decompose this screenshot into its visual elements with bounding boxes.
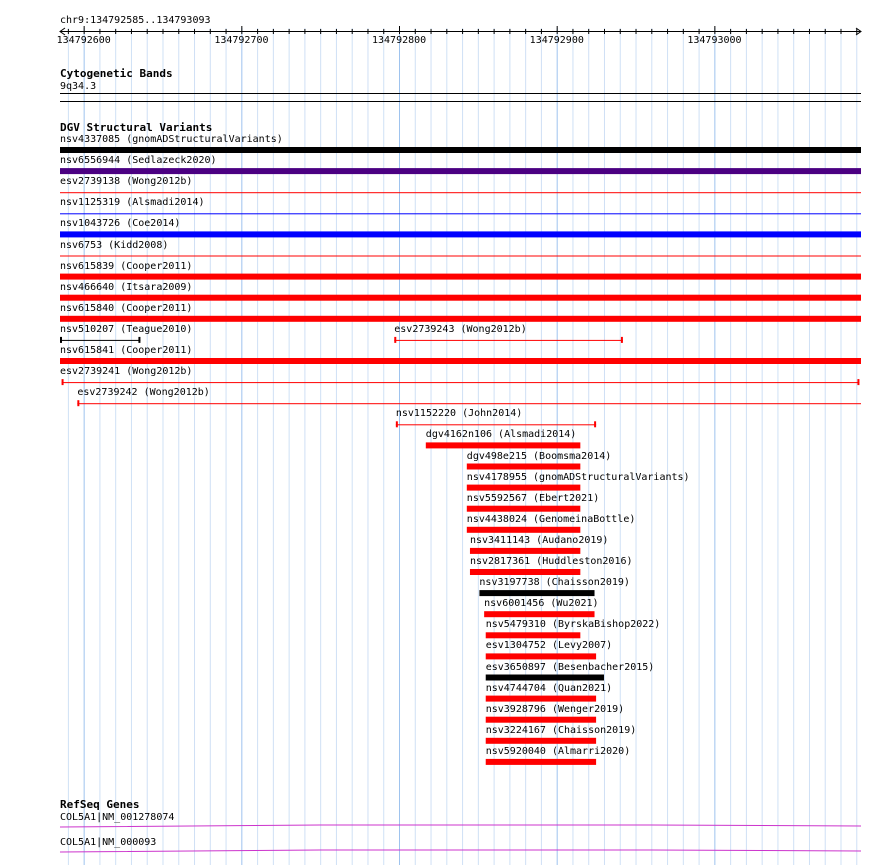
dgv-track-title[interactable]: DGV Structural Variants (60, 121, 213, 134)
dgv-variant-start-mark (62, 379, 64, 385)
dgv-variant-label[interactable]: nsv5479310 (ByrskaBishop2022) (485, 619, 661, 631)
dgv-variant-start-mark (396, 421, 398, 427)
dgv-variant-bar (426, 442, 581, 448)
dgv-variant-bar (60, 231, 861, 237)
dgv-variant-label[interactable]: nsv615840 (Cooper2011) (60, 302, 193, 314)
dgv-variant-label[interactable]: nsv3411143 (Audano2019) (469, 534, 609, 546)
dgv-variant-bar (467, 506, 581, 512)
refseq-transcript-line (60, 825, 861, 827)
dgv-variant-label[interactable]: nsv4178955 (gnomADStructuralVariants) (466, 471, 690, 483)
dgv-variant-label[interactable]: esv1304752 (Levy2007) (485, 640, 613, 652)
dgv-variant-bar (467, 485, 581, 491)
dgv-variant-start-mark (77, 400, 79, 406)
dgv-variant-label[interactable]: nsv510207 (Teague2010) (60, 323, 193, 335)
dgv-variant-label[interactable]: nsv1152220 (John2014) (395, 408, 523, 420)
dgv-variant-label[interactable]: nsv4438024 (GenomeinaBottle) (466, 513, 636, 525)
refseq-track-title[interactable]: RefSeq Genes (60, 798, 140, 811)
dgv-variant-bar (479, 590, 594, 596)
coordinate-ruler (60, 26, 861, 35)
dgv-variant-end-mark (138, 337, 140, 343)
dgv-variant-bar (467, 527, 581, 533)
dgv-variant-label[interactable]: esv2739138 (Wong2012b) (60, 176, 193, 188)
dgv-variant-bar (486, 696, 596, 702)
dgv-variant-bar (486, 653, 596, 659)
dgv-variant-interval (396, 424, 596, 425)
dgv-variant-label[interactable]: nsv2817361 (Huddleston2016) (469, 556, 633, 567)
dgv-variant-bar (60, 274, 861, 280)
dgv-variant-label[interactable]: nsv4337085 (gnomADStructuralVariants) (60, 134, 283, 145)
dgv-variant-start-mark (394, 337, 396, 343)
dgv-variant-start-mark (60, 337, 62, 343)
dgv-variant-interval (60, 340, 140, 341)
ruler-tick-label: 134793000 (687, 35, 742, 46)
dgv-variant-label[interactable]: dgv498e215 (Boomsma2014) (466, 450, 612, 462)
dgv-variant-bar (486, 738, 596, 744)
dgv-variant-label[interactable]: esv2739241 (Wong2012b) (60, 366, 193, 378)
refseq-transcript-label[interactable]: COL5A1|NM_001278074 (60, 812, 175, 823)
dgv-variant-label[interactable]: nsv5920040 (Almarri2020) (485, 745, 631, 757)
dgv-variant-end-mark (857, 379, 859, 385)
dgv-variant-label[interactable]: esv2739243 (Wong2012b) (394, 323, 527, 335)
dgv-variant-bar (470, 569, 580, 575)
dgv-variant-label[interactable]: nsv1043726 (Coe2014) (60, 218, 181, 230)
dgv-variant-label[interactable]: nsv6556944 (Sedlazeck2020) (60, 155, 217, 167)
ruler-tick-label: 134792800 (372, 35, 427, 46)
region-label: chr9:134792585..134793093 (60, 15, 211, 26)
dgv-variant-bar (470, 548, 580, 554)
dgv-variant-end-mark (621, 337, 623, 343)
dgv-variant-line (60, 192, 861, 193)
cytoband-label[interactable]: 9q34.3 (60, 81, 97, 92)
dgv-variant-label[interactable]: nsv5592567 (Ebert2021) (466, 492, 600, 504)
dgv-variant-bar (486, 632, 581, 638)
refseq-transcript-label[interactable]: COL5A1|NM_000093 (60, 837, 157, 848)
dgv-variant-label[interactable]: nsv4744704 (Quan2021) (485, 682, 613, 694)
cytobands-track-title[interactable]: Cytogenetic Bands (60, 67, 173, 80)
dgv-variant-interval (62, 382, 860, 383)
dgv-variant-bar (484, 611, 594, 617)
dgv-variant-label[interactable]: esv2739242 (Wong2012b) (77, 387, 210, 399)
dgv-variant-bar (60, 316, 861, 322)
dgv-variant-bar (486, 675, 604, 681)
dgv-variant-label[interactable]: nsv615839 (Cooper2011) (60, 260, 193, 272)
dgv-variant-bar (60, 168, 861, 174)
refseq-transcript-line (60, 850, 861, 852)
dgv-variant-label[interactable]: dgv4162n106 (Alsmadi2014) (425, 429, 577, 441)
ruler-tick-label: 134792700 (214, 35, 269, 46)
cytoband-line-bottom (60, 101, 861, 102)
dgv-variant-label[interactable]: nsv615841 (Cooper2011) (60, 345, 193, 356)
ruler-tick-label: 134792600 (56, 35, 111, 46)
dgv-variant-end-mark (594, 421, 596, 427)
dgv-variant-label[interactable]: nsv1125319 (Alsmadi2014) (60, 197, 205, 209)
dgv-variant-bar (486, 717, 596, 723)
cytoband-line-top (60, 93, 861, 94)
dgv-variant-label[interactable]: nsv466640 (Itsara2009) (60, 281, 193, 293)
dgv-variant-label[interactable]: esv3650897 (Besenbacher2015) (485, 661, 655, 673)
dgv-variant-label[interactable]: nsv3928796 (Wenger2019) (485, 703, 625, 715)
ruler-tick-label: 134792900 (529, 35, 584, 46)
dgv-variant-bar (467, 464, 581, 470)
dgv-variant-bar (60, 358, 861, 364)
dgv-variant-interval (77, 403, 861, 404)
dgv-variant-bar (486, 759, 596, 765)
dgv-variant-line (60, 213, 861, 214)
dgv-variant-label[interactable]: nsv6001456 (Wu2021) (484, 598, 599, 610)
dgv-variant-label[interactable]: nsv3197738 (Chaisson2019) (479, 577, 630, 589)
dgv-variant-line (60, 256, 861, 257)
dgv-variant-label[interactable]: nsv6753 (Kidd2008) (60, 239, 169, 251)
dgv-variant-bar (60, 147, 861, 153)
dgv-variant-bar (60, 295, 861, 301)
dgv-variant-label[interactable]: nsv3224167 (Chaisson2019) (485, 724, 637, 736)
dgv-variant-interval (394, 340, 623, 341)
